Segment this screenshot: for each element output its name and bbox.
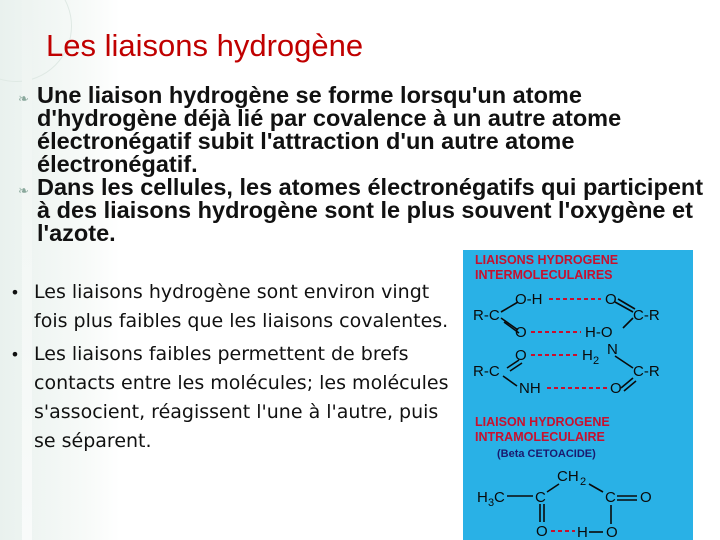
label-c-right: C: [605, 489, 616, 506]
ornament-bullet-icon: ❧: [18, 91, 29, 106]
main-bullet-item: [18, 82, 712, 177]
intra-subtitle: (Beta CETOACIDE): [497, 448, 596, 460]
covalent-bond: [624, 381, 636, 391]
label-r-c-1: R-C: [473, 307, 500, 324]
label-oh: O-H: [515, 291, 543, 308]
ornament-bullet-icon: ❧: [18, 183, 29, 198]
label-n: N: [607, 341, 618, 358]
label-ch: CH: [557, 468, 579, 485]
hydrogen-bond-diagram: [463, 250, 693, 540]
main-bullet-text: Dans les cellules, les atomes électronégatifs qui participent à des liaisons hydrogène sont le plus souvent l'oxygène et l'azote.: [37, 174, 704, 246]
label-r-c-2: R-C: [473, 363, 500, 380]
label-nh: NH: [519, 380, 541, 397]
sub-bullet-text: Les liaisons hydrogène sont environ vingt fois plus faibles que les liaisons covalentes.: [34, 281, 449, 332]
covalent-bond: [621, 378, 633, 388]
label-h3: H: [477, 489, 488, 506]
sub-bullet-list: [6, 278, 452, 460]
label-o-right: O: [640, 489, 652, 506]
hydrogen-bond-figure: [463, 250, 693, 540]
label-h3-subscript: 3: [488, 497, 495, 509]
inter-title-line2: INTERMOLECULAIRES: [475, 268, 613, 282]
covalent-bond: [623, 318, 633, 328]
bullet-dot-icon: •: [10, 283, 20, 302]
main-bullet-item: [18, 174, 712, 246]
label-o-1: O: [515, 324, 527, 341]
main-bullet-list: [18, 82, 712, 246]
intra-title-line1: LIAISON HYDROGENE: [475, 415, 610, 429]
label-c-left: C: [535, 489, 546, 506]
sub-bullet-text: Les liaisons faibles permettent de brefs contacts entre les molécules; les molécules s'associent, réagissent l'une à l'autre, puis se séparent.: [34, 343, 449, 452]
covalent-bond: [547, 484, 559, 492]
intra-title-line2: INTRAMOLECULAIRE: [475, 430, 605, 444]
label-h-o: H-O: [585, 324, 613, 341]
label-o-2: O: [515, 347, 527, 364]
label-h-2: H: [582, 347, 593, 364]
label-o-bottom-right: O: [606, 524, 618, 540]
label-c-r-1: C-R: [633, 307, 660, 324]
main-bullet-text: Une liaison hydrogène se forme lorsqu'un atome d'hydrogène déjà lié par covalence à un autre atome électronégatif subit l'attraction d'un autre atome électronégatif.: [37, 82, 622, 177]
label-o-top: O: [605, 291, 617, 308]
label-ch-subscript: 2: [580, 476, 587, 488]
bullet-dot-icon: •: [10, 345, 20, 364]
label-c-r-2: C-R: [633, 363, 660, 380]
slide-title: Les liaisons hydrogène: [46, 28, 364, 63]
inter-title-line1: LIAISONS HYDROGENE: [475, 253, 619, 267]
sub-bullet-item: [6, 340, 452, 456]
covalent-bond: [615, 356, 633, 368]
label-h-bottom: H: [577, 524, 588, 540]
covalent-bond: [503, 376, 517, 386]
label-methyl-c: C: [494, 489, 505, 506]
label-o-3: O: [610, 380, 622, 397]
label-o-bottom-left: O: [536, 523, 548, 540]
covalent-bond: [589, 484, 603, 492]
label-subscript-2: 2: [593, 355, 600, 367]
sub-bullet-item: [6, 278, 452, 336]
